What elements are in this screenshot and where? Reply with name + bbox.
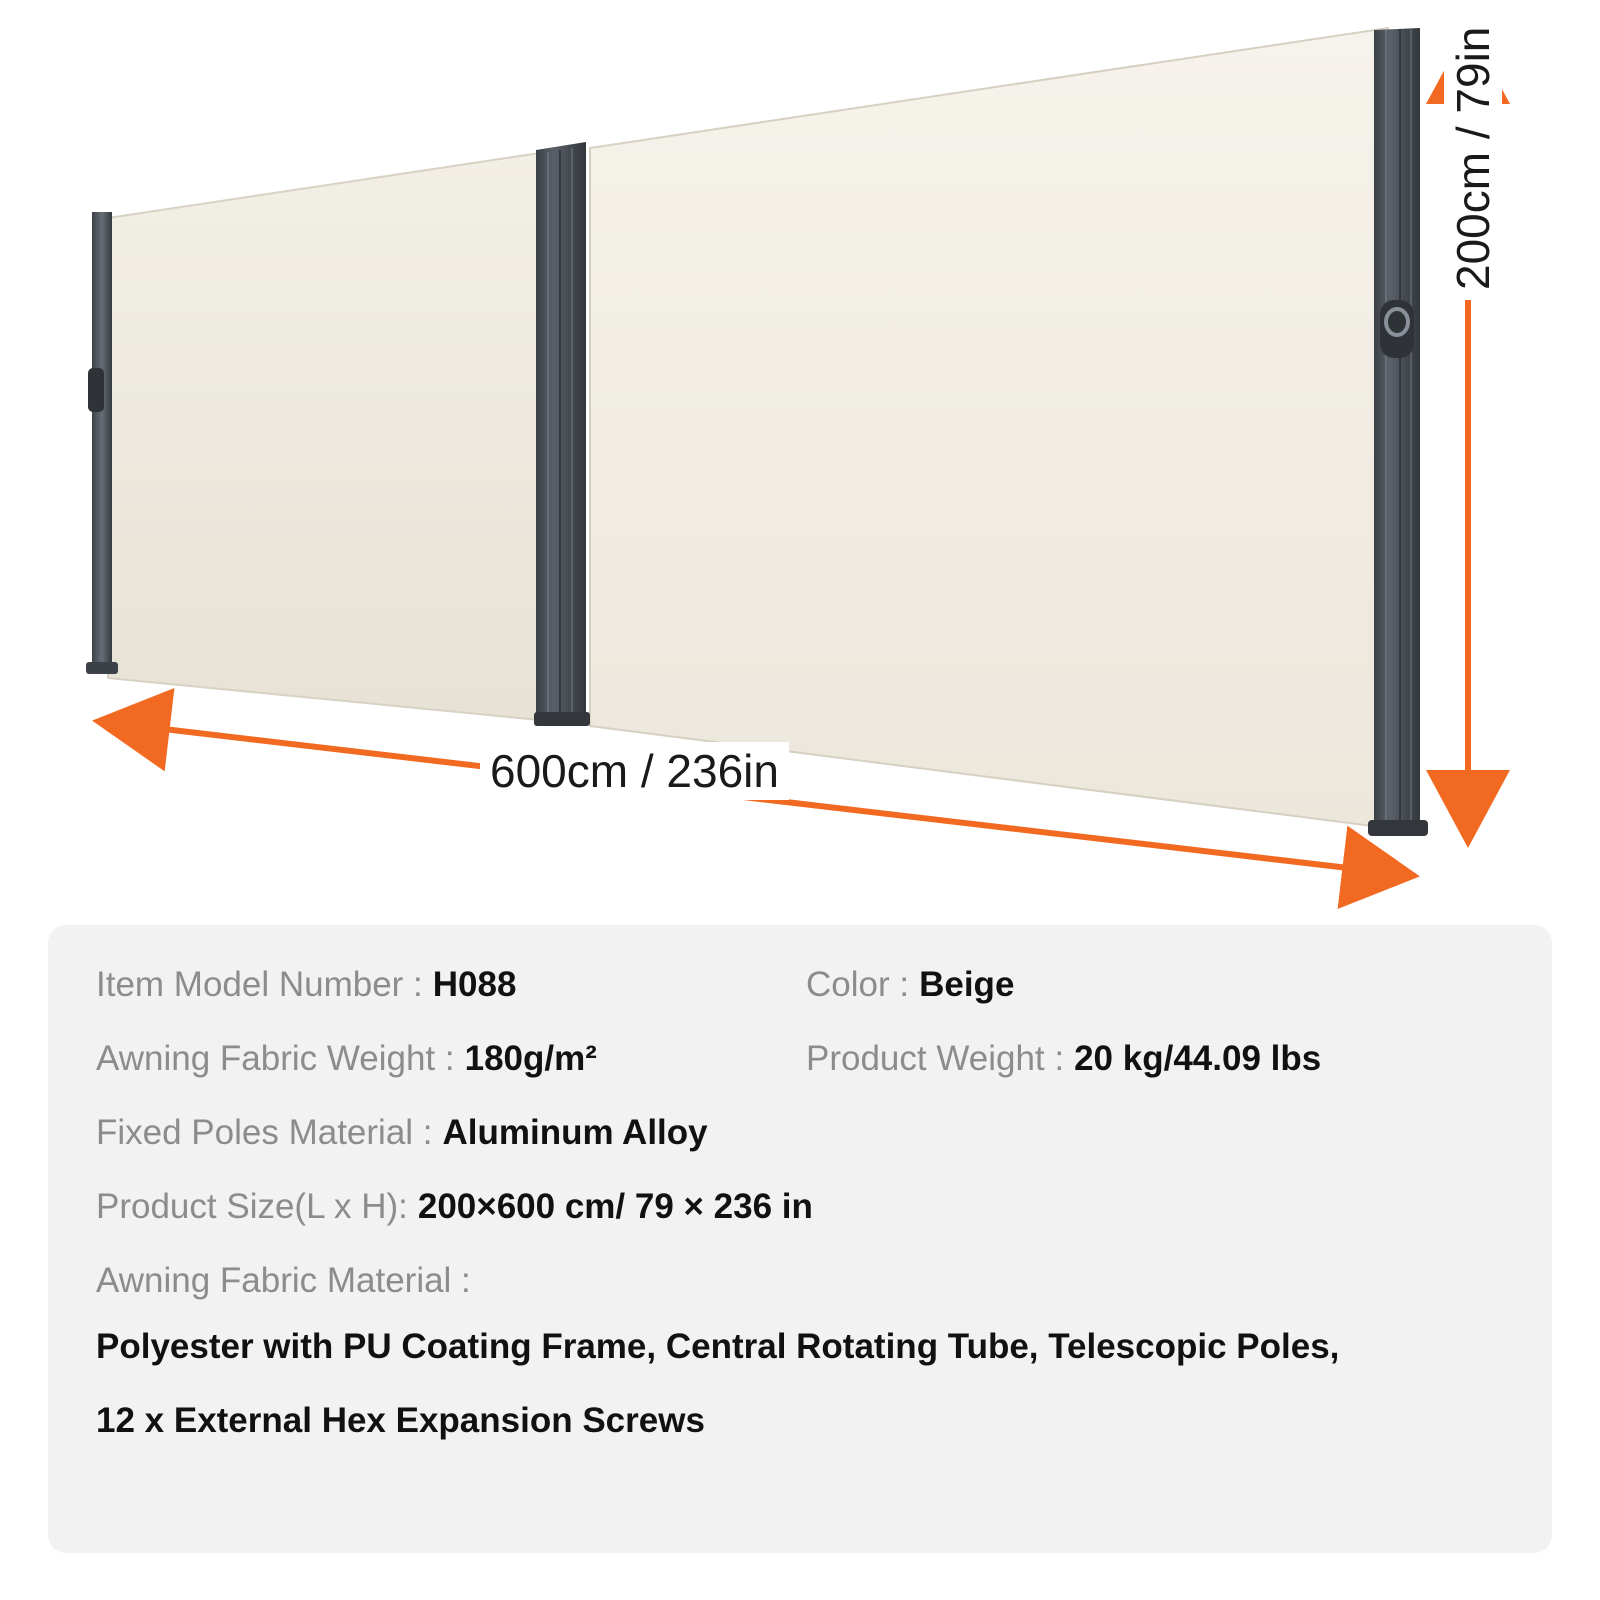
spec-item-model-number: [96, 965, 806, 1005]
awning-handle-icon: [1380, 300, 1414, 358]
spec-value: H088: [432, 965, 517, 1004]
spec-value-line: 12 x External Hex Expansion Screws: [96, 1401, 705, 1440]
spec-value: Beige: [919, 965, 1015, 1004]
spec-item-fabric-material: [96, 1261, 1504, 1441]
spec-value: 200×600 cm/ 79 × 236 in: [417, 1187, 813, 1226]
spec-value: Aluminum Alloy: [442, 1113, 708, 1152]
spec-item-color: [806, 965, 1014, 1005]
specification-panel: [48, 925, 1552, 1553]
spec-row: [96, 965, 1504, 1005]
pole-right: [1368, 28, 1428, 836]
spec-item-fabric-weight: [96, 1039, 806, 1079]
spec-row: [96, 1187, 1504, 1227]
spec-item-product-weight: [806, 1039, 1321, 1079]
fabric-panel-left: [108, 150, 560, 722]
pole-middle: [534, 142, 590, 726]
spec-value: 180g/m²: [464, 1039, 597, 1078]
spec-label: Awning Fabric Weight :: [96, 1039, 455, 1078]
spec-row: [96, 1039, 1504, 1079]
spec-label: Awning Fabric Material :: [96, 1261, 471, 1300]
spec-item-poles-material: [96, 1113, 806, 1153]
dimension-label-height: 200cm / 79in: [1444, 17, 1502, 300]
spec-label: Product Weight :: [806, 1039, 1065, 1078]
spec-label: Color :: [806, 965, 910, 1004]
spec-item-product-size: [96, 1187, 813, 1227]
spec-value-line: Polyester with PU Coating Frame, Central Rotating Tube, Telescopic Poles,: [96, 1327, 1340, 1366]
spec-row: [96, 1113, 1504, 1153]
spec-label: Item Model Number :: [96, 965, 423, 1004]
spec-label: Product Size(L x H):: [96, 1187, 408, 1226]
dimension-label-width: 600cm / 236in: [480, 742, 789, 800]
spec-value: 20 kg/44.09 lbs: [1074, 1039, 1322, 1078]
fabric-panel-right: [590, 28, 1388, 828]
spec-label: Fixed Poles Material :: [96, 1113, 433, 1152]
